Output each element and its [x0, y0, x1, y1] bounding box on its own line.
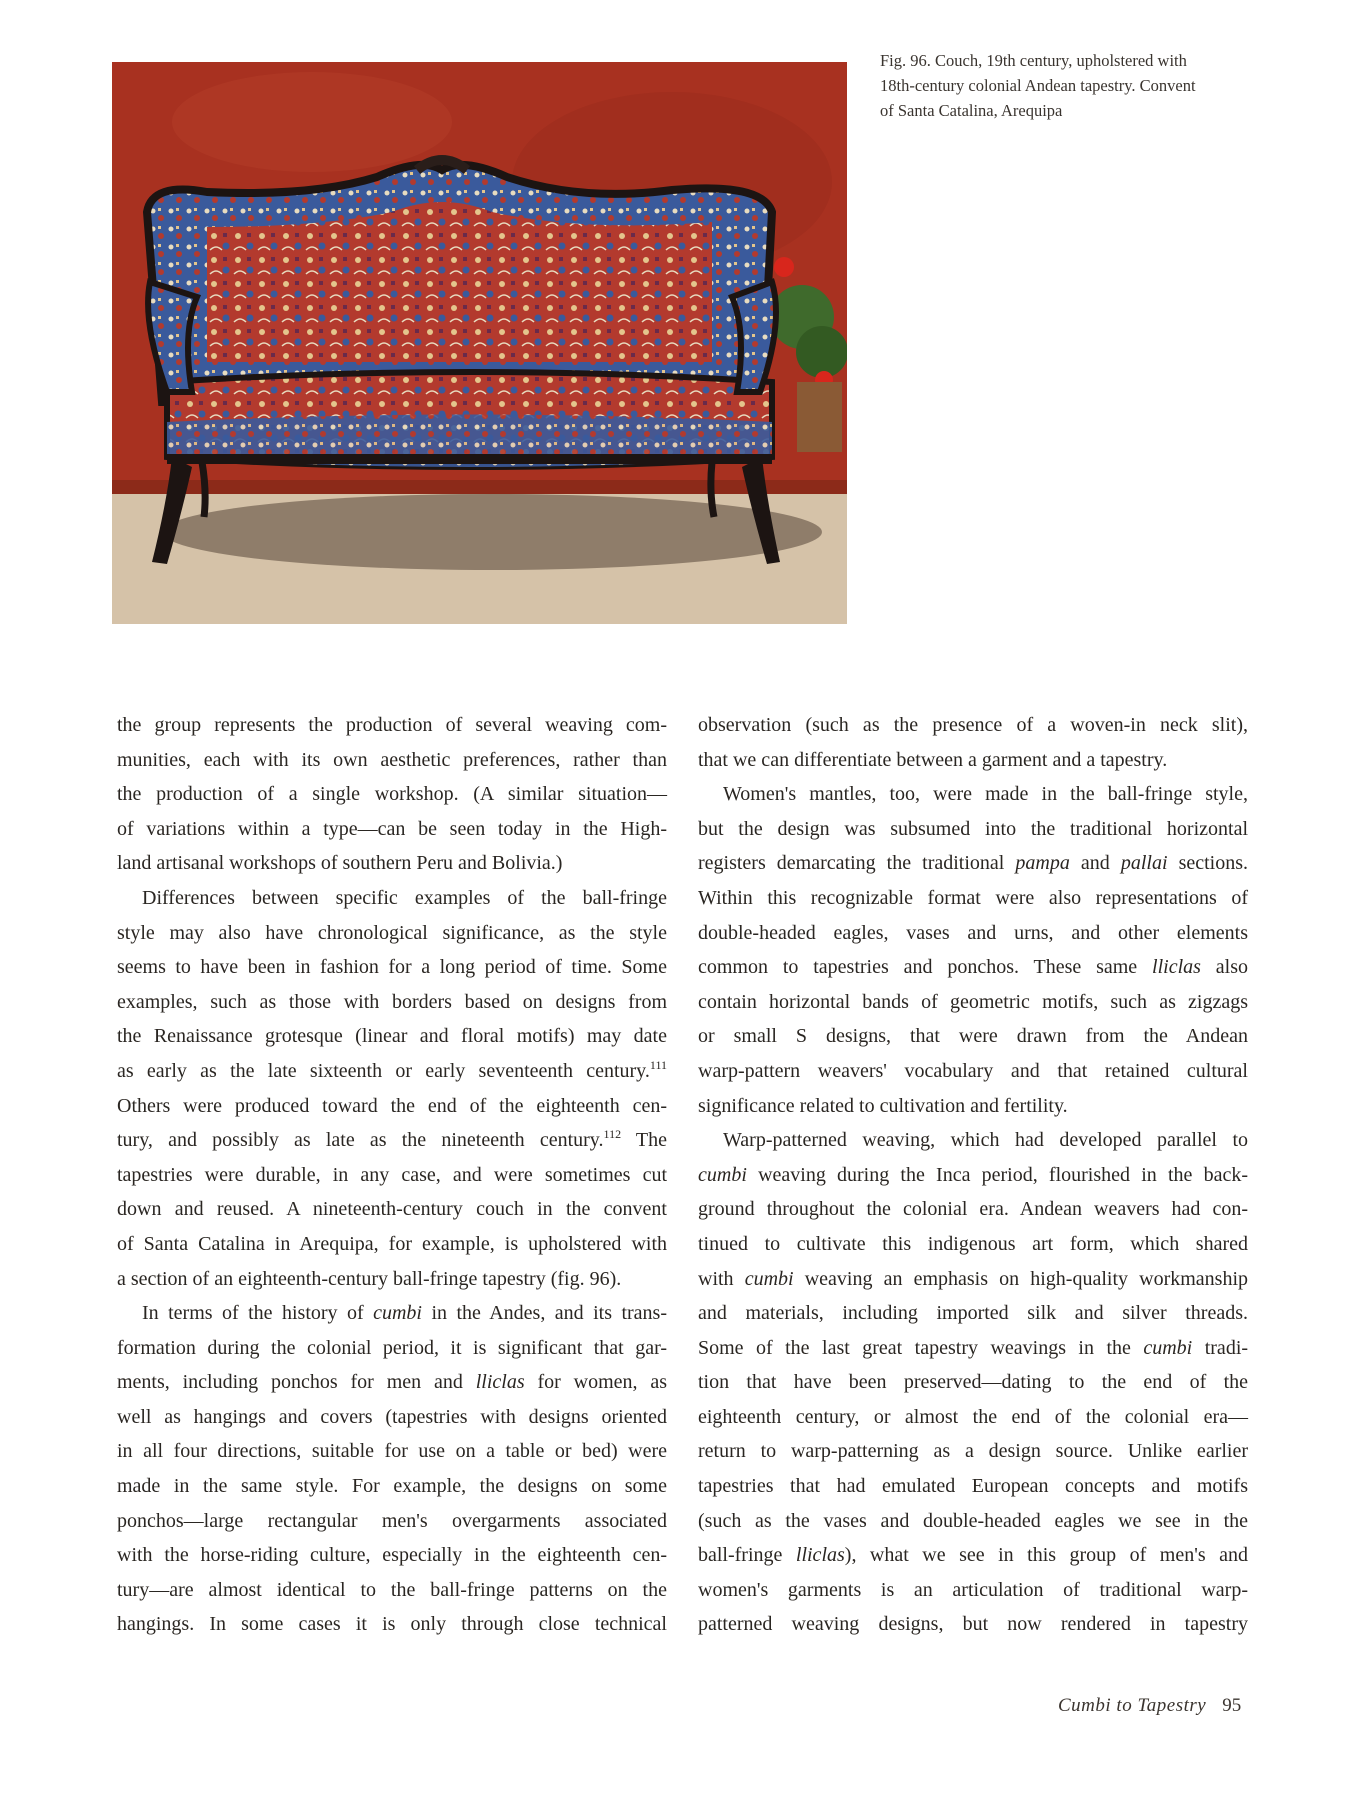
text-fragment: ), what we see in this group of men's and	[844, 1544, 1248, 1567]
text-line: seems to have been in fashion for a long period of time. Some	[117, 956, 667, 979]
page-number: 95	[1222, 1695, 1242, 1716]
italic-term: pallai	[1120, 852, 1168, 875]
text-line: well as hangings and covers (tapestries with designs oriented	[117, 1405, 667, 1428]
text-fragment: In terms of the history of	[142, 1302, 364, 1325]
text-line: munities, each with its own aesthetic preferences, rather than	[117, 748, 667, 771]
text-line: the Renaissance grotesque (linear and floral motifs) may date	[117, 1025, 667, 1048]
footnote-ref: 112	[603, 1127, 622, 1142]
text-fragment: registers demarcating the traditional	[698, 852, 1005, 875]
text-line	[117, 1123, 667, 1158]
caption-line: 18th-century colonial Andean tapestry. Convent	[880, 76, 1196, 95]
footnote-ref: 111	[649, 1057, 667, 1072]
italic-term: lliclas	[475, 1371, 525, 1394]
italic-term: lliclas	[1152, 956, 1201, 979]
text-fragment: ball-fringe	[698, 1544, 783, 1567]
text-line: eighteenth century, or almost the end of the colonial era—	[698, 1405, 1248, 1428]
text-line	[698, 1158, 1248, 1193]
text-line: a section of an eighteenth-century ball-fringe tapestry (fig. 96).	[117, 1267, 622, 1290]
text-line: Others were produced toward the end of the eighteenth cen-	[117, 1094, 667, 1117]
text-fragment: with	[698, 1267, 734, 1290]
page-footer	[1058, 1695, 1258, 1717]
text-fragment: in the Andes, and its trans-	[431, 1302, 667, 1325]
text-line: ponchos—large rectangular men's overgarments associated	[117, 1509, 667, 1532]
italic-term: cumbi	[744, 1267, 794, 1290]
couch-illustration	[112, 62, 847, 624]
text-line: Within this recognizable format were also representations of	[698, 886, 1248, 909]
text-line: Women's mantles, too, were made in the ball-fringe style,	[723, 783, 1248, 806]
text-line	[117, 1365, 667, 1400]
italic-term: lliclas	[795, 1544, 845, 1567]
text-line: Differences between specific examples of the ball-fringe	[142, 886, 667, 909]
left-text-column	[117, 708, 667, 1642]
text-line: return to warp-patterning as a design source. Unlike earlier	[698, 1440, 1248, 1463]
text-line: the production of a single workshop. (A similar situation—	[117, 783, 667, 806]
text-fragment: also	[1215, 956, 1249, 979]
text-line	[698, 846, 1248, 881]
caption-line: of Santa Catalina, Arequipa	[880, 101, 1063, 120]
text-line: style may also have chronological significance, as the style	[117, 921, 667, 944]
text-line: the group represents the production of several weaving com-	[117, 714, 667, 736]
text-line: in all four directions, suitable for use on a table or bed) were	[117, 1440, 667, 1463]
text-line: made in the same style. For example, the designs on some	[117, 1475, 667, 1498]
text-line: land artisanal workshops of southern Peru and Bolivia.)	[117, 852, 563, 875]
text-line: that we can differentiate between a garment and a tapestry.	[698, 748, 1168, 771]
text-line: of Santa Catalina in Arequipa, for example, is upholstered with	[117, 1232, 667, 1255]
text-fragment: ments, including ponchos for men and	[117, 1371, 463, 1394]
text-line: significance related to cultivation and fertility.	[698, 1094, 1068, 1117]
text-line: patterned weaving designs, but now rendered in tapestry	[698, 1613, 1248, 1636]
caption-line: Fig. 96. Couch, 19th century, upholstered with	[880, 51, 1187, 70]
text-line	[698, 1331, 1248, 1366]
text-fragment: sections.	[1178, 852, 1248, 875]
italic-term: pampa	[1015, 852, 1070, 875]
text-line: ground throughout the colonial era. Andean weavers had con-	[698, 1198, 1248, 1221]
text-line	[117, 1054, 667, 1089]
text-fragment: weaving during the Inca period, flourished in the back-	[758, 1163, 1248, 1186]
text-line: hangings. In some cases it is only through close technical	[117, 1613, 667, 1636]
text-fragment: common to tapestries and ponchos. These same	[698, 956, 1138, 979]
text-line: and materials, including imported silk and silver threads.	[698, 1302, 1248, 1325]
text-line	[698, 950, 1248, 985]
text-line: observation (such as the presence of a woven-in neck slit),	[698, 714, 1248, 736]
text-line: tion that have been preserved—dating to the end of the	[698, 1371, 1248, 1394]
text-line: contain horizontal bands of geometric motifs, such as zigzags	[698, 990, 1248, 1013]
text-line: tapestries that had emulated European concepts and motifs	[698, 1475, 1248, 1498]
text-fragment: and	[1080, 852, 1110, 875]
text-fragment: for women, as	[537, 1371, 668, 1394]
text-line: tinued to cultivate this indigenous art form, which shared	[698, 1232, 1248, 1255]
text-fragment: as early as the late sixteenth or early seventeenth century.	[117, 1059, 650, 1082]
text-line: (such as the vases and double-headed eagles we see in the	[698, 1509, 1248, 1532]
text-line: examples, such as those with borders based on designs from	[117, 990, 667, 1013]
text-line: women's garments is an articulation of traditional warp-	[698, 1578, 1248, 1601]
right-text-column	[698, 708, 1248, 1642]
running-title: Cumbi to Tapestry	[1058, 1695, 1207, 1716]
italic-term: cumbi	[373, 1302, 422, 1325]
text-line	[698, 1538, 1248, 1573]
text-line: tury—are almost identical to the ball-fringe patterns on the	[117, 1578, 667, 1601]
text-fragment: weaving an emphasis on high-quality workmanship	[804, 1267, 1248, 1290]
text-line: formation during the colonial period, it is significant that gar-	[117, 1336, 667, 1359]
text-fragment: tury, and possibly as late as the nineteenth century.	[117, 1129, 604, 1152]
text-line: of variations within a type—can be seen today in the High-	[117, 817, 667, 840]
text-line: Warp-patterned weaving, which had developed parallel to	[723, 1129, 1248, 1152]
text-fragment: tradi-	[1204, 1336, 1249, 1359]
text-line: or small S designs, that were drawn from the Andean	[698, 1025, 1248, 1048]
text-line: but the design was subsumed into the traditional horizontal	[698, 817, 1248, 840]
text-fragment: The	[635, 1129, 667, 1152]
text-line: warp-pattern weavers' vocabulary and that retained cultural	[698, 1059, 1248, 1082]
figure-caption	[880, 48, 1260, 123]
figure-photo	[112, 62, 847, 624]
text-line: tapestries were durable, in any case, and were sometimes cut	[117, 1163, 667, 1186]
italic-term: cumbi	[698, 1163, 747, 1186]
italic-term: cumbi	[1143, 1336, 1193, 1359]
text-fragment: Some of the last great tapestry weavings in the	[698, 1336, 1131, 1359]
text-line: down and reused. A nineteenth-century couch in the convent	[117, 1198, 667, 1221]
text-line	[698, 1262, 1248, 1297]
text-line	[117, 1296, 667, 1331]
text-line: double-headed eagles, vases and urns, and other elements	[698, 921, 1248, 944]
text-line: with the horse-riding culture, especially in the eighteenth cen-	[117, 1544, 667, 1567]
